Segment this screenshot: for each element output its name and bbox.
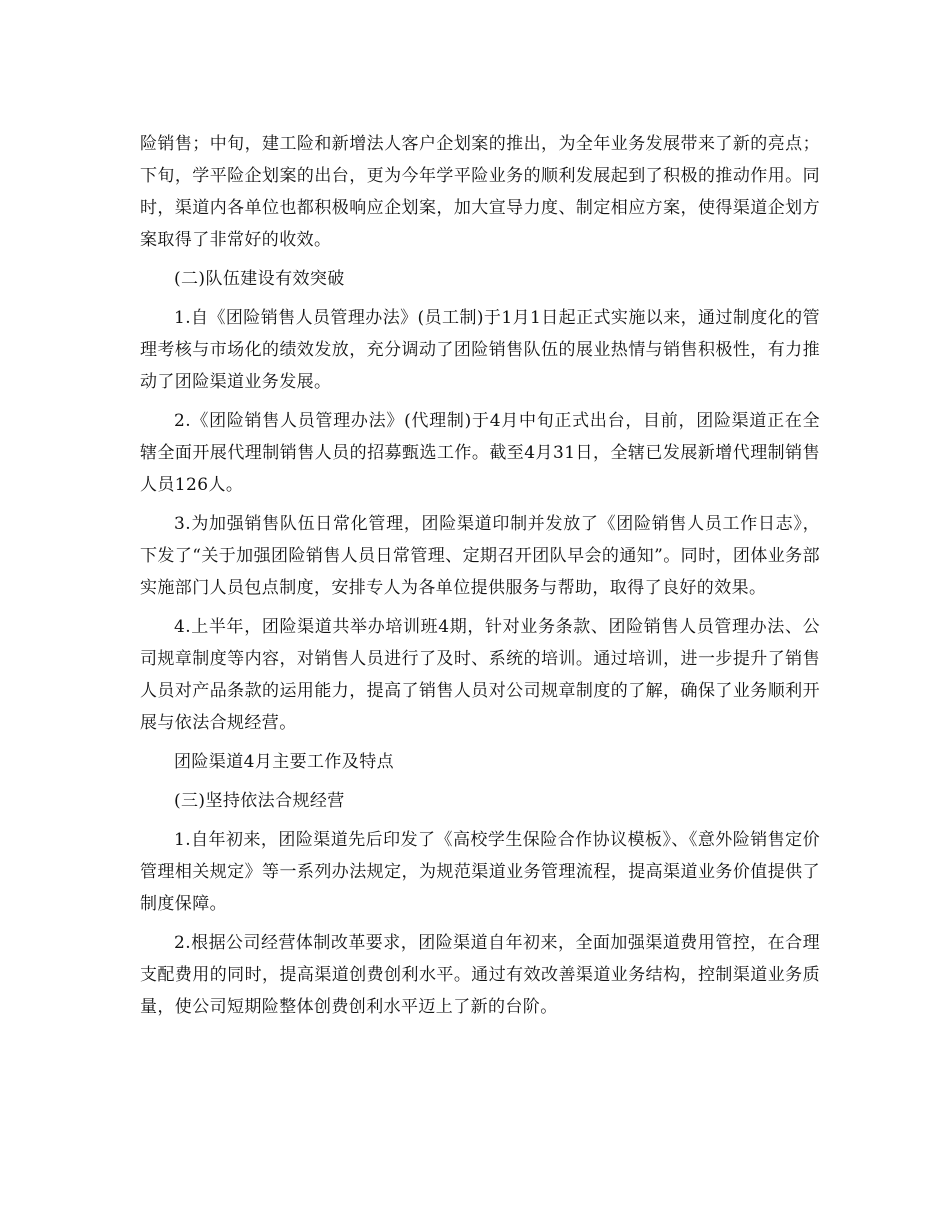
- section-heading-team-building: (二)队伍建设有效突破: [174, 269, 345, 289]
- paragraph-item-2: 2.《团险销售人员管理办法》(代理制)于4月中旬正式出台，目前，团险渠道正在全辖全面开展代理制销售人员的招募甄选工作。截至4月31日，全辖已发展新增代理制销售人员126人。: [140, 411, 820, 495]
- paragraph-compliance-item-1: 1.自年初来，团险渠道先后印发了《高校学生保险合作协议模板》、《意外险销售定价管理相关规定》等一系列办法规定，为规范渠道业务管理流程，提高渠道业务价值提供了制度保障。: [140, 830, 820, 914]
- paragraph-compliance-item-2: 2.根据公司经营体制改革要求，团险渠道自年初来，全面加强渠道费用管控，在合理支配费用的同时，提高渠道创费创利水平。通过有效改善渠道业务结构，控制渠道业务质量，使公司短期险整体创费创利水平迈上了新的台阶。: [140, 933, 820, 1017]
- section-heading-compliance: (三)坚持依法合规经营: [174, 791, 345, 811]
- subheading-april-work: 团险渠道4月主要工作及特点: [174, 752, 395, 772]
- paragraph-item-3: 3.为加强销售队伍日常化管理，团险渠道印制并发放了《团险销售人员工作日志》，下发了“关于加强团险销售人员日常管理、定期召开团队早会的通知”。同时，团体业务部实施部门人员包点制度，安排专人为各单位提供服务与帮助，取得了良好的效果。: [140, 514, 820, 598]
- document-body: [140, 128, 820, 1030]
- paragraph-item-1: 1.自《团险销售人员管理办法》(员工制)于1月1日起正式实施以来，通过制度化的管理考核与市场化的绩效发放，充分调动了团险销售队伍的展业热情与销售积极性，有力推动了团险渠道业务发展。: [140, 308, 820, 392]
- paragraph-item-4: 4.上半年，团险渠道共举办培训班4期，针对业务条款、团险销售人员管理办法、公司规章制度等内容，对销售人员进行了及时、系统的培训。通过培训，进一步提升了销售人员对产品条款的运用能力，提高了销售人员对公司规章制度的了解，确保了业务顺利开展与依法合规经营。: [140, 617, 820, 733]
- paragraph-continuation: 险销售；中旬，建工险和新增法人客户企划案的推出，为全年业务发展带来了新的亮点；下旬，学平险企划案的出台，更为今年学平险业务的顺利发展起到了积极的推动作用。同时，渠道内各单位也都积极响应企划案，加大宣导力度、制定相应方案，使得渠道企划方案取得了非常好的收效。: [140, 134, 820, 250]
